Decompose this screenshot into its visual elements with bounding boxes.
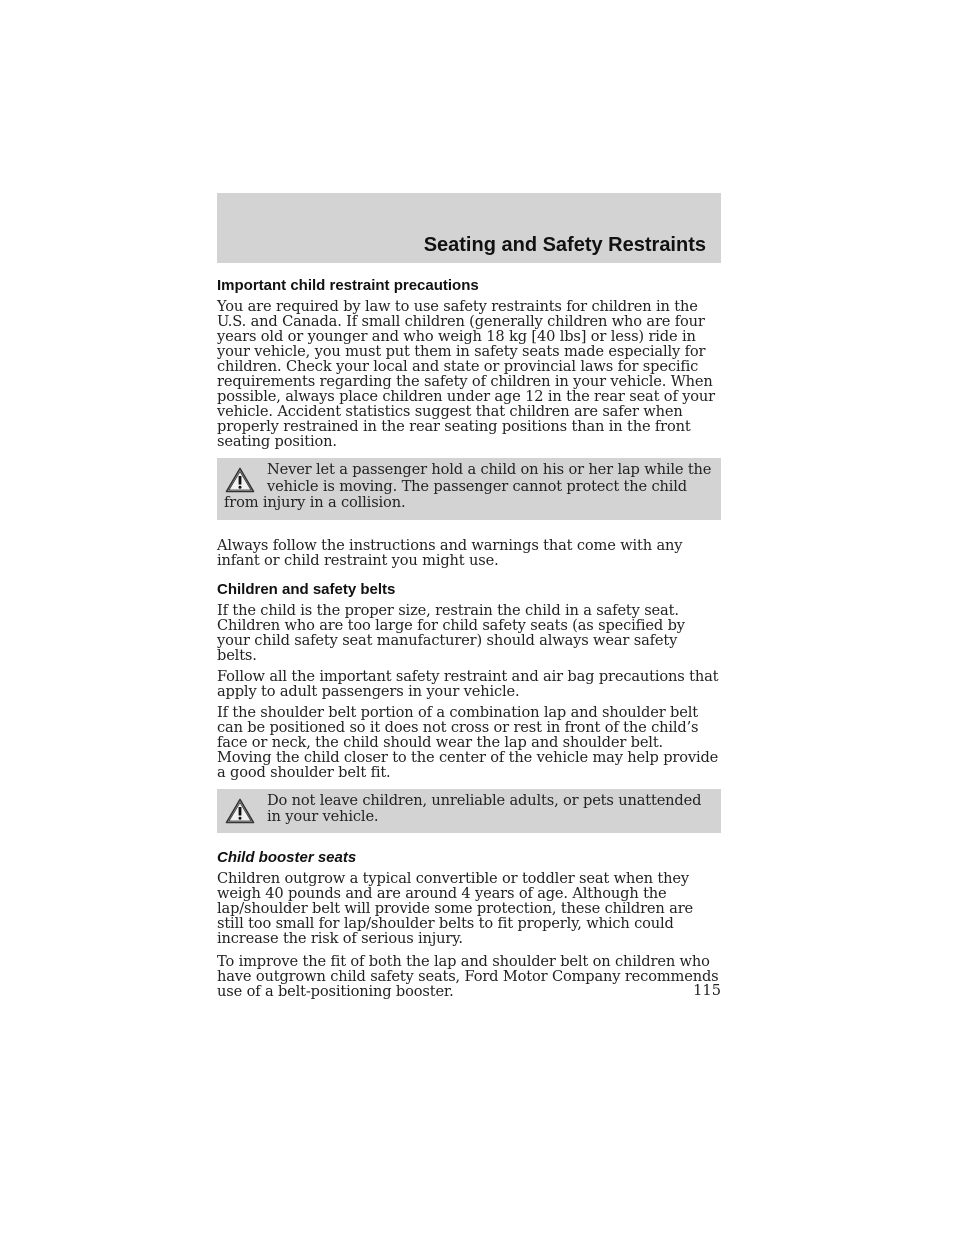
- paragraph: You are required by law to use safety restraints for children in the U.S. and Canada. If small children (generally children who are four years old or younger and who weigh 18 kg [40 lbs] or less) ride in your vehicle, you must put them in safety seats made especially for children. Check your local and state or provincial laws for specific requirements regarding the safety of children in your vehicle. When possible, always place children under age 12 in the rear seat of your vehicle. Accident statistics suggest that children are safer when properly restrained in the rear seating positions than in the front seating position.: [217, 298, 715, 450]
- paragraph: Follow all the important safety restraint and air bag precautions that apply to adult passengers in your vehicle.: [217, 667, 719, 700]
- paragraph: Children outgrow a typical convertible or toddler seat when they weigh 40 pounds and are around 4 years of age. Although the lap/shoulder belt will provide some protection, these children are still too small for lap/shoulder belts to fit properly, which could increase the risk of serious injury.: [217, 869, 694, 947]
- page-header: [217, 193, 721, 263]
- warning-box: [217, 458, 721, 520]
- page-title: Seating and Safety Restraints: [423, 234, 706, 256]
- page-content: [217, 277, 721, 1005]
- warning-triangle-icon: [225, 467, 255, 493]
- paragraph: If the child is the proper size, restrain the child in a safety seat. Children who are too large for child safety seats (as specified by your child safety seat manufacturer) should always wear safety belts.: [217, 601, 685, 664]
- paragraph: If the shoulder belt portion of a combination lap and shoulder belt can be positioned so it does not cross or rest in front of the child’s face or neck, the child should wear the lap and shoulder belt. Moving the child closer to the center of the vehicle may help provide a good shoulder belt fit.: [217, 703, 719, 781]
- page-number: 115: [693, 982, 721, 999]
- section-heading-safety-belts: Children and safety belts: [217, 580, 396, 598]
- paragraph: Always follow the instructions and warnings that come with any infant or child restraint you might use.: [217, 536, 683, 569]
- section-heading-booster-seats: Child booster seats: [217, 848, 357, 866]
- warning-text: Do not leave children, unreliable adults, or pets unattended in your vehicle.: [267, 791, 702, 825]
- section-heading-precautions: Important child restraint precautions: [217, 277, 479, 294]
- warning-text: Never let a passenger hold a child on his or her lap while the vehicle is moving. The passenger cannot protect the child from injury in a collision.: [224, 461, 712, 511]
- paragraph: To improve the fit of both the lap and shoulder belt on children who have outgrown child safety seats, Ford Motor Company recommends use of a belt-positioning booster.: [217, 952, 719, 1000]
- warning-box: [217, 789, 721, 833]
- warning-triangle-icon: [225, 798, 255, 824]
